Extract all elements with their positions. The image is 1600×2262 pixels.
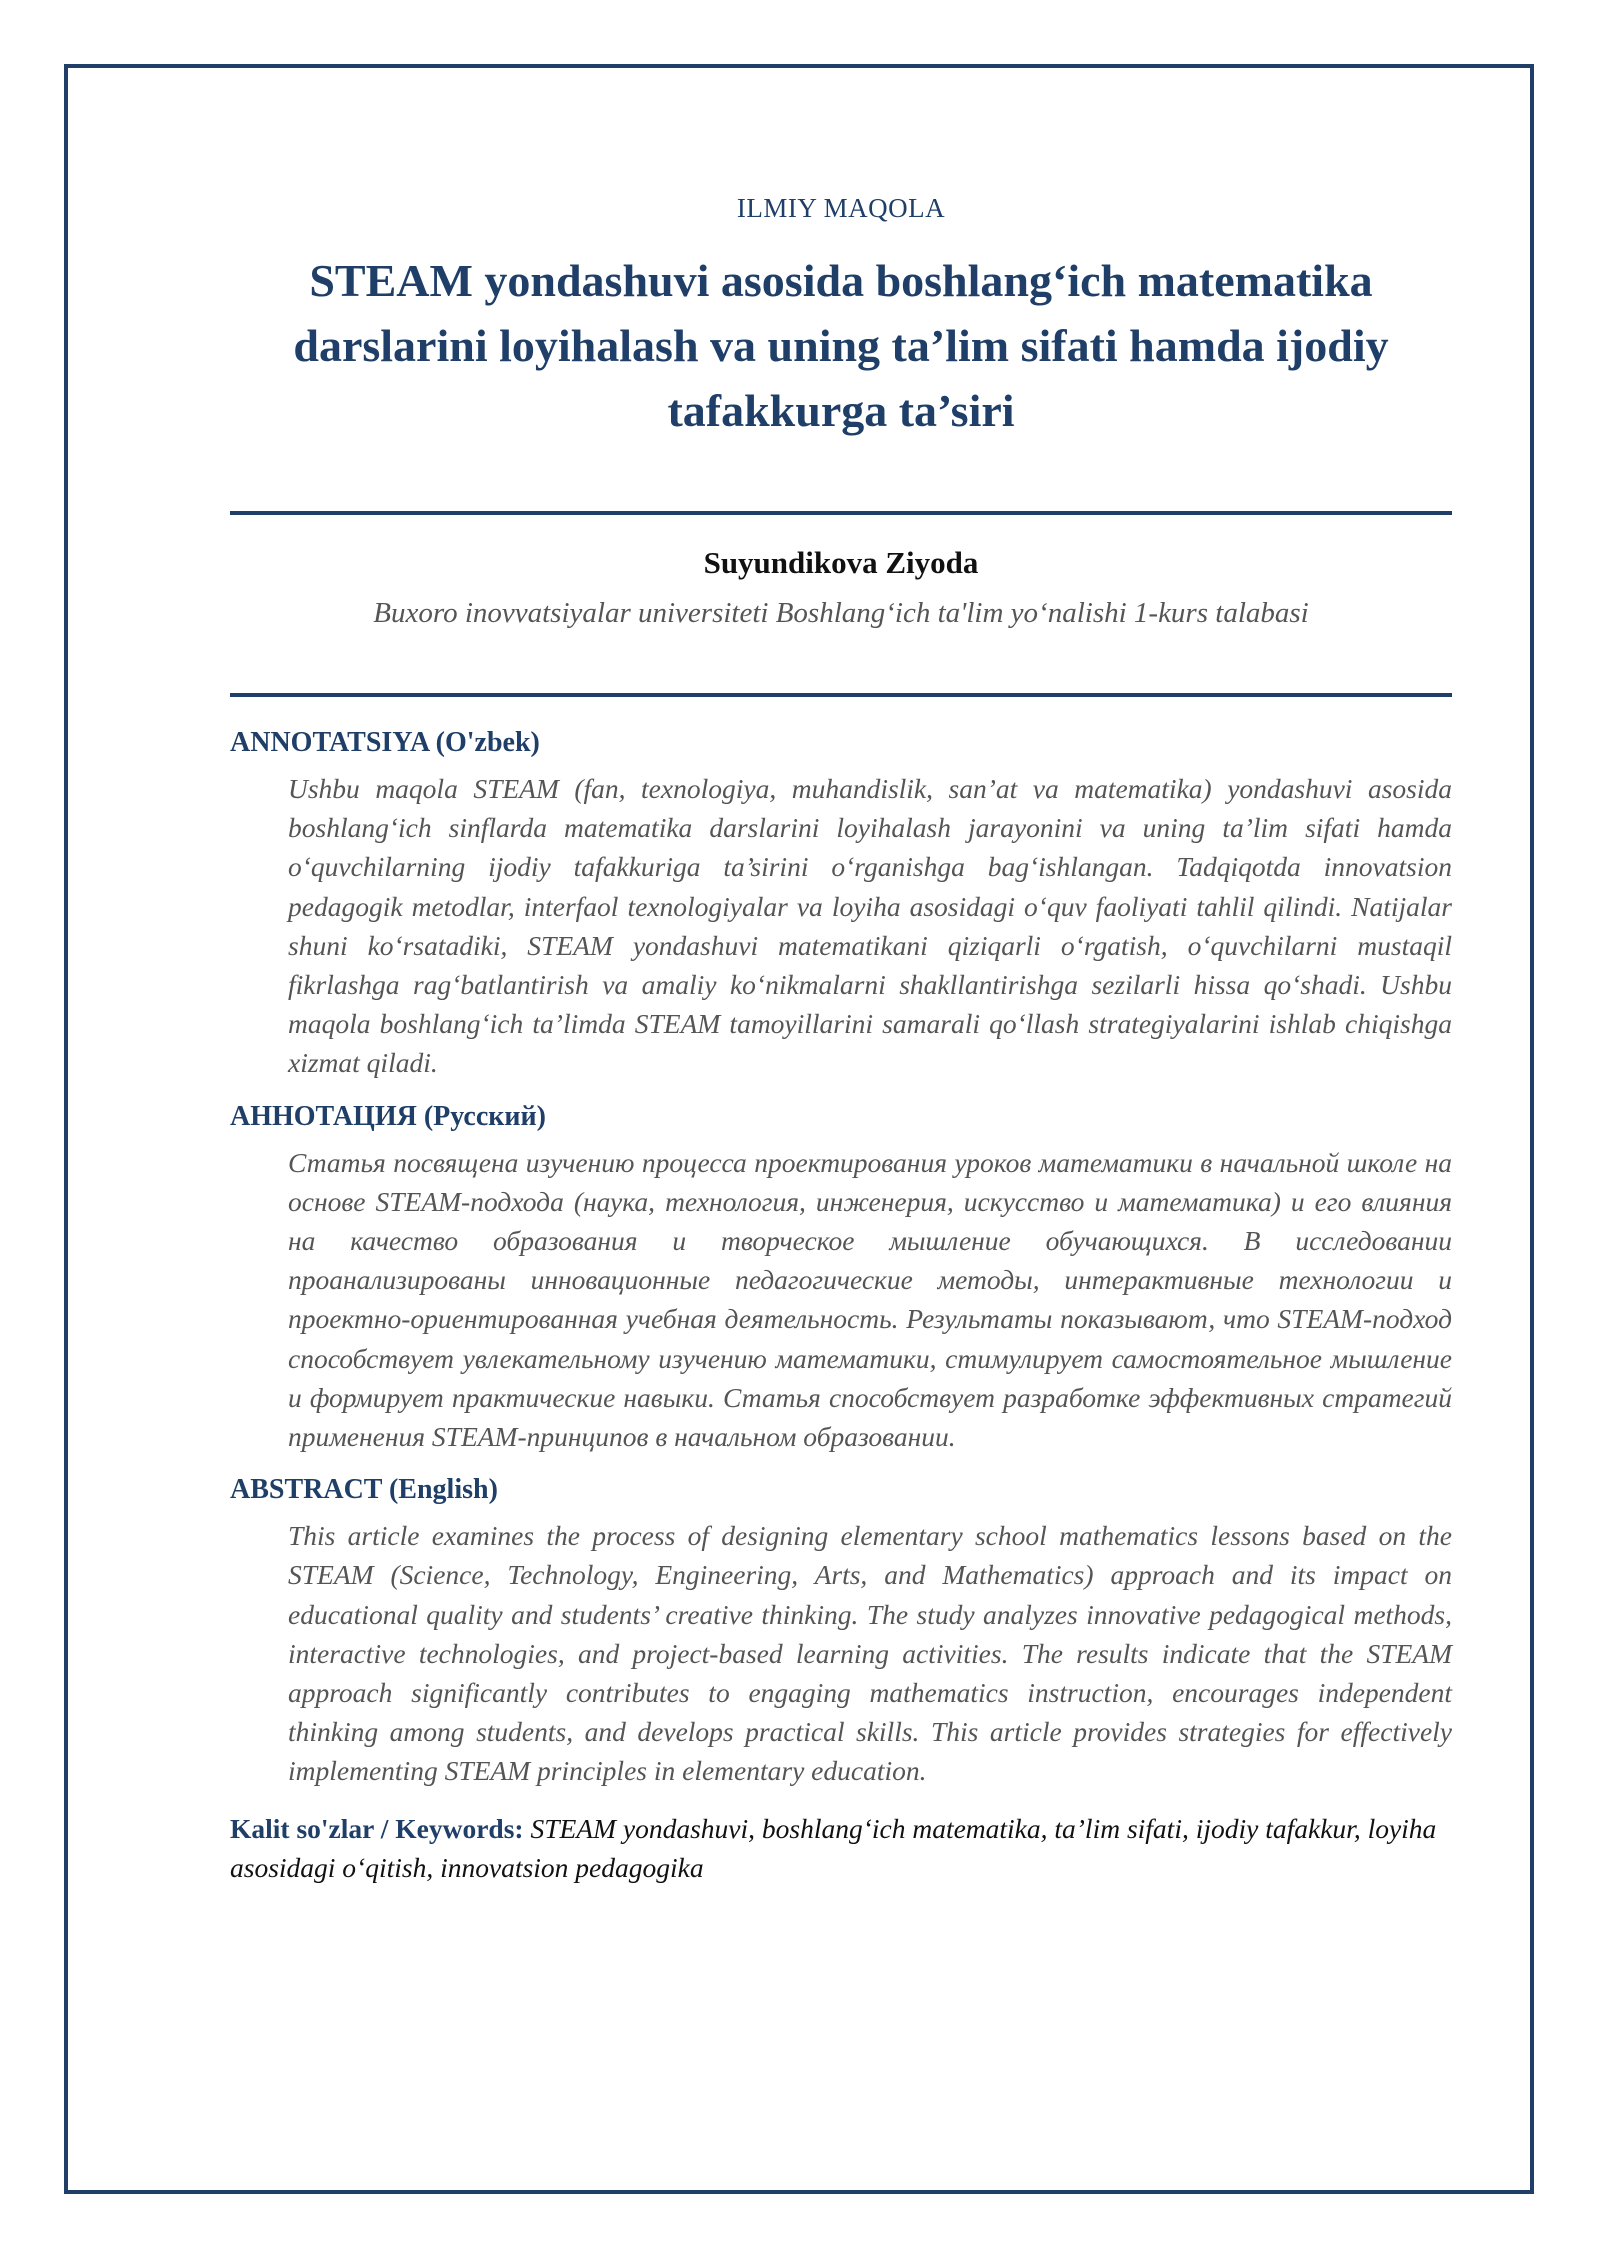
abstract-text-uzbek: Ushbu maqola STEAM (fan, texnologiya, muhandislik, san’at va matematika) yondashuvi asosida boshlang‘ich sinflarda matematika darslarini loyihalash jarayonini va uning ta’lim sifati hamda o‘quvchilarning ijodiy tafakkuriga ta’sirini o‘rganishga bag‘ishlangan. Tadqiqotda innovatsion pedagogik metodlar, interfaol texnologiyalar va loyiha asosidagi o‘quv faoliyati tahlil qilindi. Natijalar shuni ko‘rsatadiki, STEAM yondashuvi matematikani qiziqarli o‘rgatish, o‘quvchilarni mustaqil fikrlashga rag‘batlantirish va amaliy ko‘nikmalarni shakllantirishga sezilarli hissa qo‘shadi. Ushbu maqola boshlang‘ich ta’limda STEAM tamoyillarini samarali qo‘llash strategiyalarini ishlab chiqishga xizmat qiladi. — [288, 773, 1452, 1079]
keywords — [230, 1809, 1452, 1887]
abstract-heading-uzbek: ANNOTATSIYA (O'zbek) — [230, 727, 540, 758]
abstract-heading-english: ABSTRACT (English) — [230, 1474, 498, 1506]
keywords-text: STEAM yondashuvi, boshlang‘ich matematika, ta’lim sifati, ijodiy tafakkur, loyiha asosidagi o‘qitish, innovatsion pedagogika — [230, 1812, 1437, 1883]
author-divider — [230, 693, 1452, 697]
article-type-label: ILMIY MAQOLA — [736, 193, 946, 223]
abstract-uzbek — [230, 723, 1452, 1083]
author-affiliation: Buxoro inovvatsiyalar universiteti Boshlang‘ich ta'lim yo‘nalishi 1-kurs talabasi — [373, 597, 1309, 629]
title-divider — [230, 511, 1452, 515]
abstract-text-russian: Статья посвящена изучению процесса проектирования уроков математики в начальной школе на основе STEAM-подхода (наука, технология, инженерия, искусство и математика) и его влияния на качество образования и творческое мышление обучающихся. В исследовании проанализированы инновационные педагогические методы, интерактивные технологии и проектно-ориентированная учебная деятельность. Результаты показывают, что STEAM-подход способствует увлекательному изучению математики, стимулирует самостоятельное мышление и формирует практические навыки. Статья способствует разработке эффективных стратегий применения STEAM-принципов в начальном образовании. — [288, 1146, 1452, 1453]
author-name: Suyundikova Ziyoda — [703, 545, 979, 580]
article-title: STEAM yondashuvi asosida boshlang‘ich matematika darslarini loyihalash va uning ta’lim sifati hamda ijodiy tafakkurga ta’siri — [293, 255, 1389, 436]
abstract-heading-russian: АННОТАЦИЯ (Русский) — [230, 1100, 546, 1132]
article — [230, 188, 1452, 1887]
abstract-text-english: This article examines the process of designing elementary school mathematics lessons based on the STEAM (Science, Technology, Engineering, Arts, and Mathematics) approach and its impact on educational quality and students’ creative thinking. The study analyzes innovative pedagogical methods, interactive technologies, and project-based learning activities. The results indicate that the STEAM approach significantly contributes to engaging mathematics instruction, encourages independent thinking among students, and develops practical skills. This article provides strategies for effectively implementing STEAM principles in elementary education. — [288, 1520, 1452, 1787]
keywords-label: Kalit so'zlar / Keywords: — [230, 1812, 524, 1844]
abstract-russian — [230, 1097, 1452, 1457]
abstract-english — [230, 1470, 1452, 1790]
